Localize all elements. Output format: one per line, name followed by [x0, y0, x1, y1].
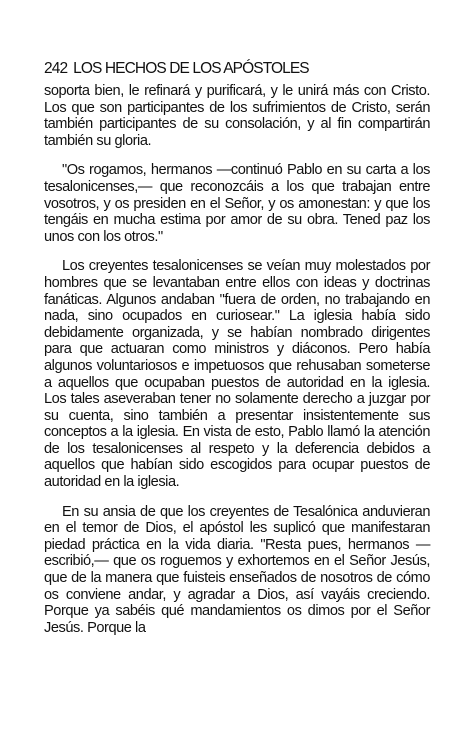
paragraph-continuation: soporta bien, le refinará y purificará, y le unirá más con Cristo. Los que son participantes de los sufrimientos de Cristo, serán también participantes de su consolación, y al fin compartirán también su gloria.: [44, 83, 430, 149]
page-number: 242: [44, 60, 68, 77]
book-page: [44, 60, 430, 649]
paragraph-body: Los creyentes tesalonicenses se veían muy molestados por hombres que se levantaban entre ellos con ideas y doctrinas fanáticas. Algunos andaban "fuera de orden, no trabajando en nada, sino ocupados en curiosear." La iglesia había sido debidamente organizada, y se habían nombrado dirigentes para que actuaran como ministros y diáconos. Pero había algunos voluntariosos e impetuosos que rehusaban someterse a aquellos que ocupaban puestos de autoridad en la iglesia. Los tales aseveraban tener no solamente derecho a juzgar por su cuenta, sino también a presentar insistentemente sus conceptos a la iglesia. En vista de esto, Pablo llamó la atención de los tesalonicenses al respeto y la deferencia debidos a aquellos que habían sido escogidos para ocupar puestos de autoridad en la iglesia.: [44, 258, 430, 491]
running-title: LOS HECHOS DE LOS APÓSTOLES: [73, 60, 309, 77]
running-header: [44, 60, 430, 78]
paragraph-quote: "Os rogamos, hermanos —continuó Pablo en su carta a los tesalonicenses,— que reconozcáis a los que trabajan entre vosotros, y os presiden en el Señor, y os amonestan: y que los tengáis en mucha estima por amor de su obra. Tened paz los unos con los otros.": [44, 162, 430, 245]
paragraph-body: En su ansia de que los creyentes de Tesalónica anduvieran en el temor de Dios, el apóstol les suplicó que manifestaran piedad práctica en la vida diaria. "Resta pues, hermanos —escribió,— que os roguemos y exhortemos en el Señor Jesús, que de la manera que fuisteis enseñados de nosotros de cómo os conviene andar, y agradar a Dios, así vayáis creciendo. Porque ya sabéis qué mandamientos os dimos por el Señor Jesús. Porque la: [44, 503, 430, 636]
